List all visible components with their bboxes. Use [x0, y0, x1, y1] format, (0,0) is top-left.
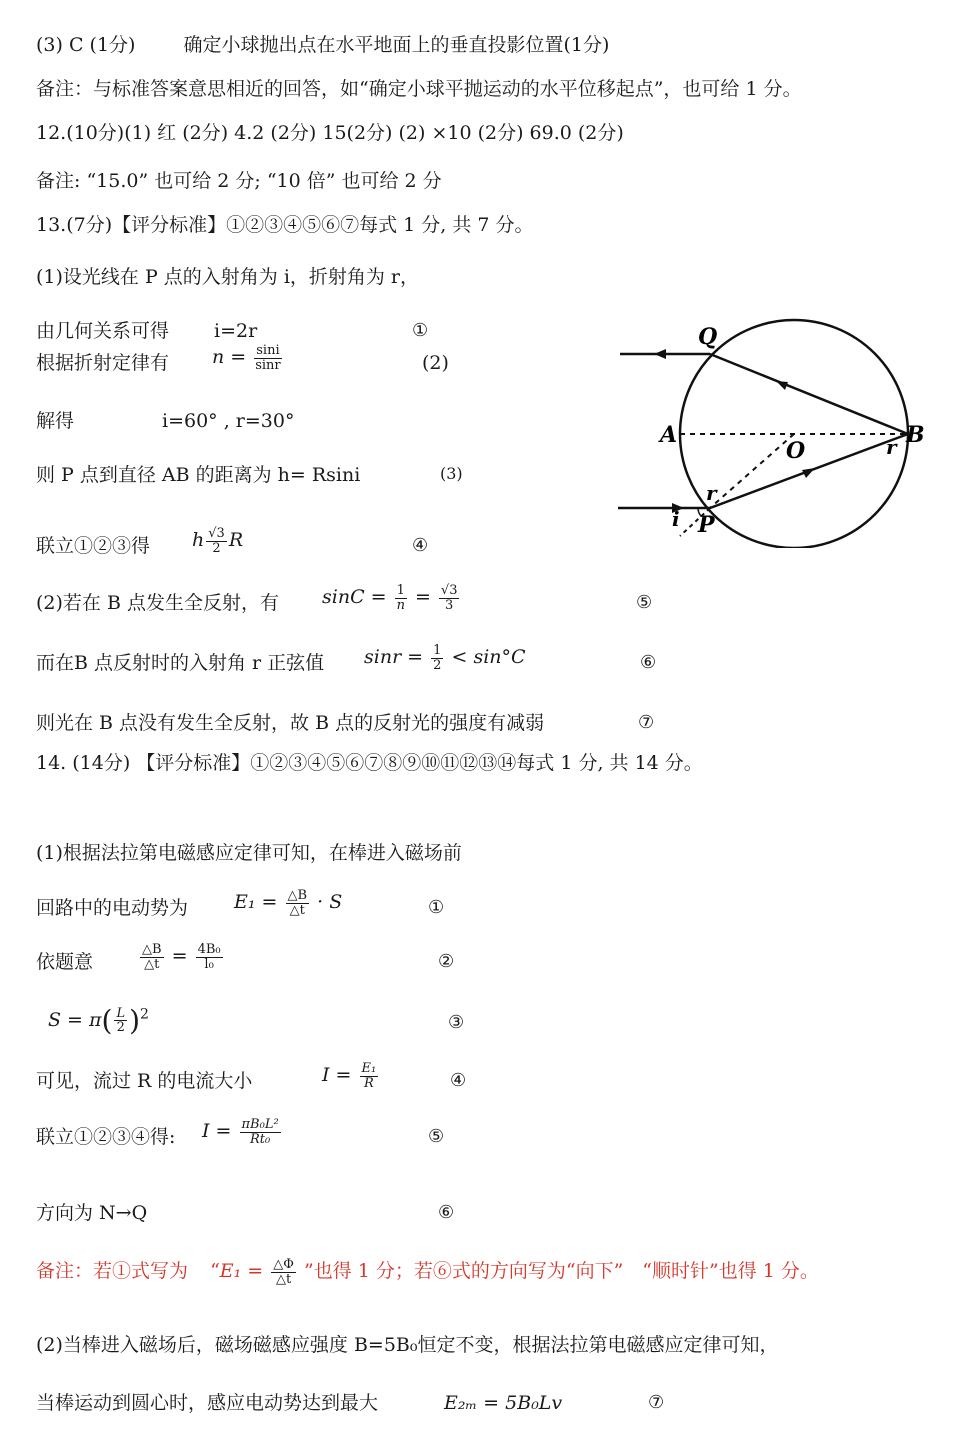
- q14-mark-6: ⑥: [438, 1202, 455, 1223]
- radius-OP: [710, 434, 794, 508]
- q14-row-7-label: 当棒运动到圆心时，感应电动势达到最大: [36, 1392, 379, 1414]
- eq-4: h $\frac{√3}{2}$ R: [192, 526, 244, 556]
- mark-5: ⑤: [636, 592, 653, 613]
- mark-2: (2): [422, 352, 449, 374]
- mark-3: (3): [440, 464, 463, 483]
- label-O: O: [786, 438, 806, 464]
- q14-eq-2: $\frac{\triangle B}{\triangle t}$ = $\frac{\text{4B₀}}{\text{l₀}}$: [142, 942, 221, 972]
- q14-header: 14. (14分) 【评分标准】①②③④⑤⑥⑦⑧⑨⑩⑪⑫⑬⑭每式 1 分, 共 14 分。: [36, 752, 703, 774]
- q14-mark-5: ⑤: [428, 1126, 445, 1147]
- mark-4: ④: [412, 535, 429, 556]
- label-r-P: r: [706, 481, 717, 505]
- note-1: 备注：与标准答案意思相近的回答，如“确定小球平抛运动的水平位移起点”，也可给 1 分。: [36, 78, 802, 100]
- eq-row-5-label: 联立①②③得: [36, 535, 151, 557]
- refraction-diagram: [610, 318, 940, 548]
- q13-header: 13.(7分)【评分标准】①②③④⑤⑥⑦每式 1 分, 共 7 分。: [36, 214, 534, 236]
- label-P: P: [698, 512, 715, 538]
- q14-row-6-label: 方向为 N→Q: [36, 1202, 148, 1224]
- eq-row-8-label: 则光在 B 点没有发生全反射，故 B 点的反射光的强度有减弱: [36, 712, 545, 734]
- eq-row-2-label: 根据折射定律有: [36, 352, 170, 374]
- eq-row-6-label: (2)若在 B 点发生全反射，有: [36, 592, 279, 614]
- eq-row-1: 由几何关系可得: [36, 320, 170, 342]
- q14-row-4-label: 可见，流过 R 的电流大小: [36, 1070, 253, 1092]
- q14-part2-intro: (2)当棒进入磁场后，磁场磁感应强度 B=5B₀恒定不变，根据法拉第电磁感应定律可知，: [36, 1334, 779, 1356]
- mark-7: ⑦: [638, 712, 655, 733]
- note-2: 备注: “15.0” 也可给 2 分; “10 倍” 也可给 2 分: [36, 170, 442, 192]
- q14-row-5-label: 联立①②③④得:: [36, 1126, 176, 1148]
- eq-5: sinC = $\frac{1}{n}$ = $\frac{√3}{3}$: [322, 583, 458, 613]
- eq-row-4: 则 P 点到直径 AB 的距离为 h= Rsini: [36, 464, 361, 486]
- eq-3: i=60° , r=30°: [162, 410, 295, 432]
- label-Q: Q: [698, 324, 718, 350]
- answer-3: (3) C (1分): [36, 34, 136, 56]
- line-1: [36, 34, 609, 57]
- q14-mark-3: ③: [448, 1012, 465, 1033]
- q14-eq-5: I = $\frac{\text{πB₀L²}}{\text{Rt₀}}$: [202, 1117, 279, 1147]
- answer-3-desc: 确定小球抛出点在水平地面上的垂直投影位置(1分): [183, 34, 610, 56]
- label-r-B: r: [886, 435, 897, 459]
- q14-row-2-label: 依题意: [36, 951, 94, 973]
- q12-answer: 12.(10分)(1) 红 (2分) 4.2 (2分) 15(2分) (2) ×10 (2分) 69.0 (2分): [36, 122, 624, 144]
- q14-part1-intro: (1)根据法拉第电磁感应定律可知，在棒进入磁场前: [36, 842, 462, 864]
- q14-mark-7: ⑦: [648, 1392, 665, 1413]
- eq-1: i=2r: [214, 320, 258, 342]
- label-A: A: [660, 422, 678, 448]
- eq-row-3-label: 解得: [36, 410, 75, 432]
- q14-eq-4: I = $\frac{\text{E₁}}{R}$: [322, 1061, 377, 1091]
- mark-1: ①: [412, 320, 429, 341]
- label-i: i: [672, 507, 680, 531]
- eq-6: sinr = $\frac{1}{2}$ < sin°C: [364, 643, 526, 673]
- q14-row-1-label: 回路中的电动势为: [36, 897, 189, 919]
- arrow-BQ: [776, 381, 788, 390]
- ray-BQ: [710, 354, 908, 434]
- q14-mark-1: ①: [428, 897, 445, 918]
- arrow-exit: [654, 349, 666, 359]
- q14-mark-4: ④: [450, 1070, 467, 1091]
- q14-eq-7: E₂ₘ = 5B₀Lv: [444, 1392, 563, 1414]
- q14-eq-3: S = π( $\frac{L}{2}$ )$^2$: [48, 1004, 149, 1037]
- q14-eq-1: E₁ = $\frac{\triangle B}{\triangle t}$ · S: [234, 888, 343, 918]
- q14-mark-2: ②: [438, 951, 455, 972]
- eq-2: n = $\frac{\sin i}{\sin r}$: [212, 343, 281, 373]
- mark-6: ⑥: [640, 652, 657, 673]
- eq-row-7-label: 而在B 点反射时的入射角 r 正弦值: [36, 652, 325, 674]
- label-B: B: [906, 422, 925, 448]
- q13-part1-intro: (1)设光线在 P 点的入射角为 i，折射角为 r，: [36, 266, 420, 288]
- note-red: 备注：若①式写为 “E₁ = $\frac{\triangle\Phi}{\triangle t}$ ”也得 1 分；若⑥式的方向写为“向下” “顺时针”也得 1 分。: [36, 1257, 819, 1287]
- arrow-PB: [802, 468, 815, 478]
